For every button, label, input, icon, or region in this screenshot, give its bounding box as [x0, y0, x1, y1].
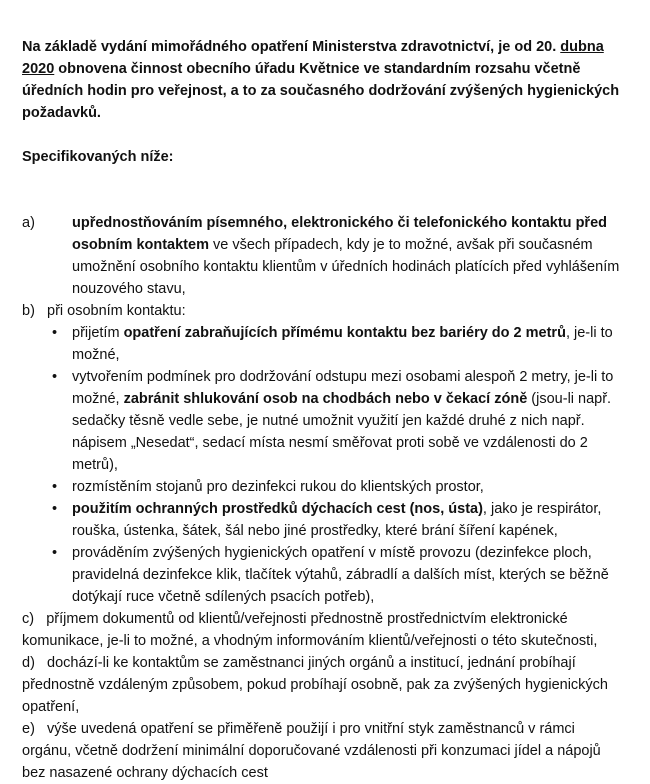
list-item: [22, 322, 622, 366]
bullet-icon: •: [52, 545, 58, 561]
item-c-marker: c): [22, 611, 35, 627]
item-a-text: [72, 212, 622, 300]
item-b-bullet-list: [22, 322, 622, 608]
intro-text-2: obnovena činnost obecního úřadu Květnice ve standardním rozsahu včetně úředních hodin pro veřejnost, a to za současného dodržování zvýšených hygienických požadavků.: [22, 61, 620, 121]
intro-date-underlined: dubna 2020: [22, 39, 604, 77]
item-b-marker: b): [22, 303, 35, 319]
list-item: [22, 476, 622, 498]
item-b-label: při osobním kontaktu:: [47, 303, 186, 319]
bullet-text: přijetím: [72, 325, 124, 341]
item-a-marker: a): [22, 215, 35, 231]
spacer: [22, 168, 622, 212]
bullet-text: , jako je respirátor, rouška, ústenka, šátek, šál nebo jiné prostředky, které brání šíření kapének,: [72, 501, 602, 539]
bullet-text: rozmístěním stojanů pro dezinfekci rukou do klientských prostor,: [72, 479, 484, 495]
item-a-rest: ve všech případech, kdy je to možné, avšak při současném umožnění osobního kontaktu klientům v úředních hodinách platících před vyhlášením nouzového stavu,: [72, 237, 620, 297]
list-item: [22, 366, 622, 476]
item-e-marker: e): [22, 721, 35, 737]
intro-text-1: Na základě vydání mimořádného opatření Ministerstva zdravotnictví, je od 20.: [22, 39, 561, 55]
item-a-bold: upřednostňováním písemného, elektronického či telefonického kontaktu před osobním kontaktem: [72, 215, 607, 253]
bullet-bold: opatření zabraňujících přímému kontaktu bez bariéry do 2 metrů: [123, 325, 566, 341]
list-item: [22, 542, 622, 608]
bullet-icon: •: [52, 479, 58, 495]
bullet-text: vytvořením podmínek pro dodržování odstupu mezi osobami alespoň 2 metry, je-li to možné,: [72, 369, 614, 407]
spec-heading: Specifikovaných níže:: [22, 149, 174, 165]
bullet-text: (jsou-li např. sedačky těsně vedle sebe, je nutné umožnit využití jen každé druhé z nich např. nápisem „Nesedat“, sedací místa nesmí směřovat proti sobě ve vzdálenosti do 2 metrů),: [72, 391, 612, 473]
item-c-text: příjmem dokumentů od klientů/veřejnosti přednostně prostřednictvím elektronické komunikace, je-li to možné, a vhodným informováním klientů/veřejnosti o této skutečnosti,: [22, 611, 598, 649]
bullet-icon: •: [52, 325, 58, 341]
item-d-marker: d): [22, 655, 35, 671]
bullet-bold: zabránit shlukování osob na chodbách nebo v čekací zóně: [123, 391, 528, 407]
bullet-text: prováděním zvýšených hygienických opatření v místě provozu (dezinfekce ploch, pravidelná dezinfekce klik, tlačítek výtahů, zábradlí a dalších míst, kterých se běžně dotýkají ruce včetně sdílených psacích potřeb),: [72, 545, 609, 605]
document-body: [22, 36, 622, 784]
item-d-text: dochází-li ke kontaktům se zaměstnanci jiných orgánů a institucí, jednání probíhají přednostně vzdáleným způsobem, pokud probíhají osobně, pak za zvýšených hygienických opatření,: [22, 655, 608, 715]
item-a: [22, 212, 622, 300]
item-b: [22, 300, 622, 322]
list-item: [22, 498, 622, 542]
item-c: [22, 608, 622, 652]
item-d: [22, 652, 622, 718]
bullet-icon: •: [52, 501, 58, 517]
bullet-text: , je-li to možné,: [72, 325, 613, 363]
bullet-bold: použitím ochranných prostředků dýchacích cest (nos, ústa): [72, 501, 483, 517]
item-e-text: výše uvedená opatření se přiměřeně použijí i pro vnitřní styk zaměstnanců v rámci orgánu, včetně dodržení minimální doporučované vzdálenosti při konzumaci jídel a nápojů bez nasazené ochrany dýchacích cest: [22, 721, 601, 781]
bullet-icon: •: [52, 369, 58, 385]
intro-paragraph: [22, 36, 622, 124]
item-e: [22, 718, 622, 784]
